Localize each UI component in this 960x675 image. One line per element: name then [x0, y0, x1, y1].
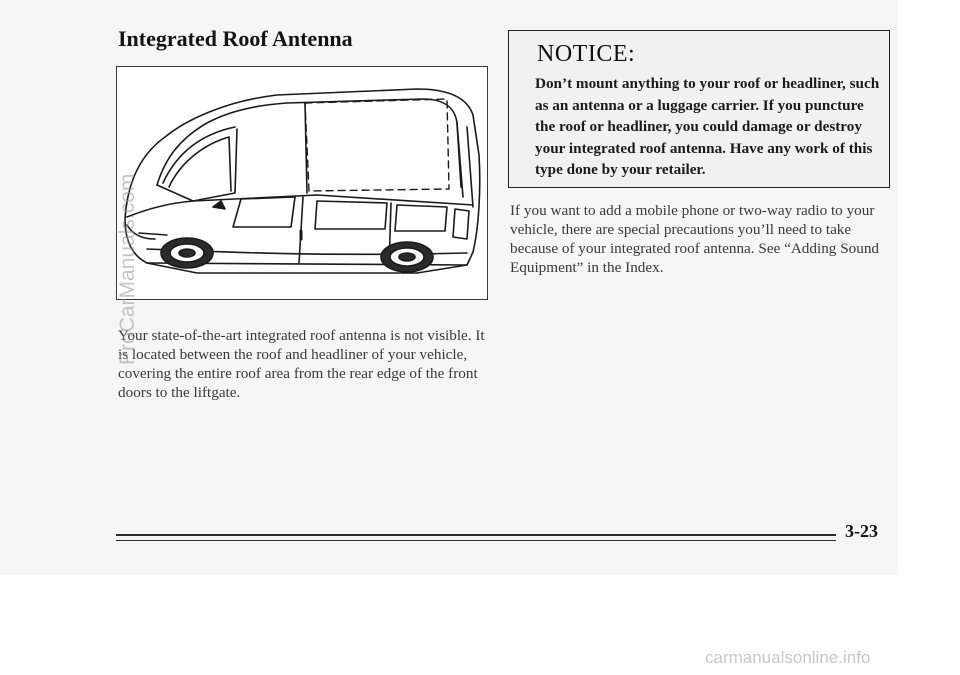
- antenna-description-paragraph: Your state-of-the-art integrated roof antenna is not visible. It is located between the roof and headliner of your vehicle, covering the entire roof area from the rear edge of the front doors to the liftgate.: [118, 327, 485, 401]
- mobile-radio-paragraph: If you want to add a mobile phone or two-way radio to your vehicle, there are special precautions you’ll need to take because of your integrated roof antenna. See “Adding Sound Equipment” in the Index.: [510, 202, 880, 276]
- page-number: 3-23: [845, 521, 878, 541]
- van-roof-antenna-figure: [116, 66, 488, 300]
- footer-rule-top: [116, 534, 836, 536]
- side-watermark: ProCarManuals.com: [116, 173, 139, 365]
- notice-box: [508, 30, 890, 188]
- notice-title: NOTICE:: [537, 41, 636, 67]
- notice-body: Don’t mount anything to your roof or headliner, such as an antenna or a luggage carrier. If you puncture the roof or headliner, you could damage or destroy your integrated roof antenna. Have any work of this type done by your retailer.: [535, 75, 880, 178]
- footer-rule-bottom: [116, 540, 836, 541]
- van-roof-antenna-illustration: [117, 67, 487, 299]
- footer-site-url: carmanualsonline.info: [705, 648, 871, 667]
- section-title: Integrated Roof Antenna: [118, 26, 353, 51]
